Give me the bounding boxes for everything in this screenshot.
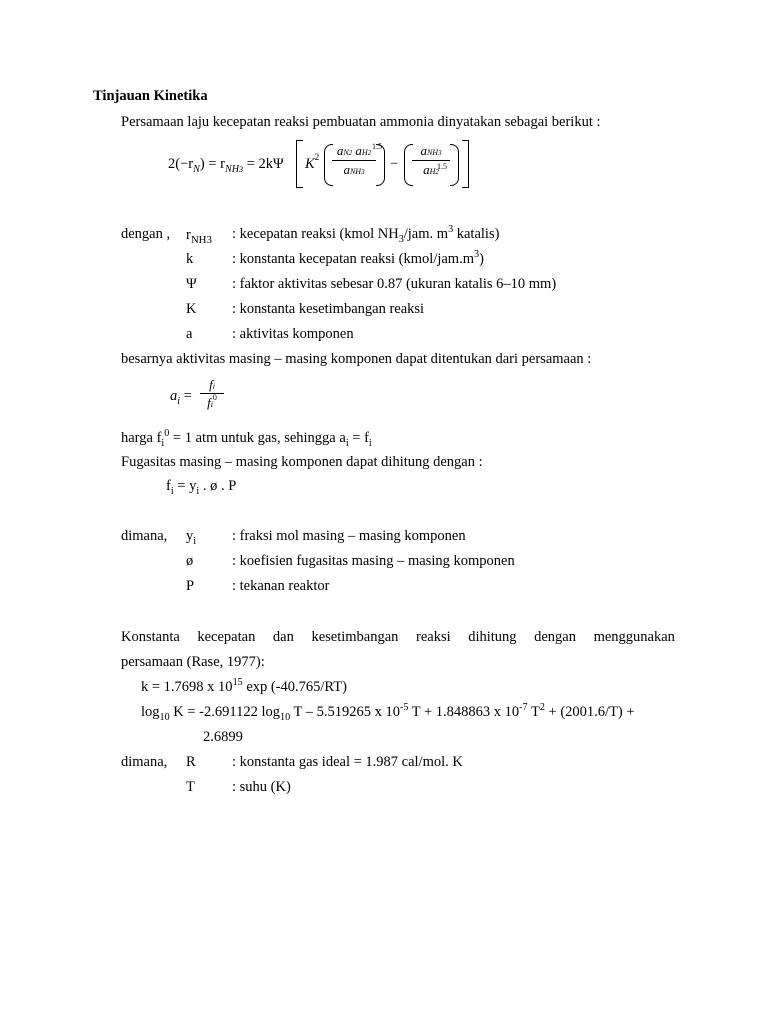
def-symbol-K: K	[186, 301, 197, 317]
def-desc-R: : konstanta gas ideal = 1.987 cal/mol. K	[232, 754, 463, 770]
def-symbol-psi: Ψ	[186, 276, 197, 292]
dengan-label: dengan ,	[121, 226, 171, 242]
def-desc-P: : tekanan reaktor	[232, 578, 330, 594]
harga-line: harga $f_i^0 = 1$ atm untuk gas, sehingga $a_i = f_i$	[121, 428, 372, 449]
def-symbol-y: $y_i$	[186, 528, 197, 547]
outer-right-bracket	[462, 140, 469, 188]
activity-equation: $a_i$ = fi $fi^0$	[170, 376, 250, 418]
def-desc-T: : suhu (K)	[232, 779, 291, 795]
intro-text: Persamaan laju kecepatan reaksi pembuatan ammonia dinyatakan sebagai berikut :	[121, 114, 601, 130]
fugacity-equation: $f_i = y_i$ . ø . P	[166, 478, 237, 497]
def-desc-y: : fraksi mol masing – masing komponen	[232, 528, 466, 544]
def-symbol-r: $r_{NH3}$	[186, 227, 212, 246]
exponent-1-5-a: 1.5	[372, 142, 382, 151]
def-desc-r: : kecepatan reaksi (kmol $NH_3$/jam. $m^3$ katalis)	[232, 224, 500, 245]
dimana-label-2: dimana,	[121, 754, 168, 770]
logK-equation-continuation: 2.6899	[203, 729, 243, 745]
logK-equation: $\log_{10} K = -2.691122$ $\log_{10} T - 5.519265$ x $10^{-5}$ T + 1.848863 x $10^{-7}$ $T^2 + (2001.6/T)$ +	[141, 702, 635, 723]
def-symbol-T: T	[186, 779, 195, 795]
minus-sign: −	[390, 156, 399, 172]
def-symbol-a: a	[186, 326, 193, 342]
def-symbol-P: P	[186, 578, 195, 594]
def-desc-a: : aktivitas komponen	[232, 326, 354, 342]
rate-equation	[150, 140, 490, 192]
def-symbol-phi: ø	[186, 553, 194, 569]
equilibrium-constant-K: $K^2$	[305, 152, 320, 172]
def-symbol-R: R	[186, 754, 196, 770]
right-paren-2	[450, 144, 459, 186]
def-desc-psi: : faktor aktivitas sebesar 0.87 (ukuran katalis 6–10 mm)	[232, 276, 557, 292]
activity-intro: besarnya aktivitas masing – masing komponen dapat ditentukan dari persamaan :	[121, 351, 592, 367]
rate-eq-lhs: $2(-r_N) = r_{NH3} = 2k\Psi$	[168, 156, 284, 175]
outer-left-bracket	[296, 140, 303, 188]
fugasitas-intro: Fugasitas masing – masing komponen dapat dihitung dengan :	[121, 454, 483, 470]
konstanta-paragraph-line2: persamaan (Rase, 1977):	[121, 654, 265, 670]
section-title: Tinjauan Kinetika	[93, 88, 208, 104]
dimana-label-1: dimana,	[121, 528, 168, 544]
fraction-2: aNH3 aH2	[408, 142, 454, 179]
konstanta-paragraph-line1: Konstanta kecepatan dan kesetimbangan reaksi dihitung dengan menggunakan	[121, 629, 675, 645]
def-desc-k: : konstanta kecepatan reaksi $(kmol/jam.m^3)$	[232, 249, 484, 267]
def-symbol-k: k	[186, 251, 194, 267]
k-equation: k = 1.7698 x $10^{15}$ exp (-40.765/RT)	[141, 677, 347, 695]
exponent-1-5-b: 1.5	[437, 162, 447, 171]
fraction-1: aN2 aH2 aNH3	[328, 142, 380, 179]
def-desc-phi: : koefisien fugasitas masing – masing komponen	[232, 553, 515, 569]
def-desc-K: : konstanta kesetimbangan reaksi	[232, 301, 425, 317]
